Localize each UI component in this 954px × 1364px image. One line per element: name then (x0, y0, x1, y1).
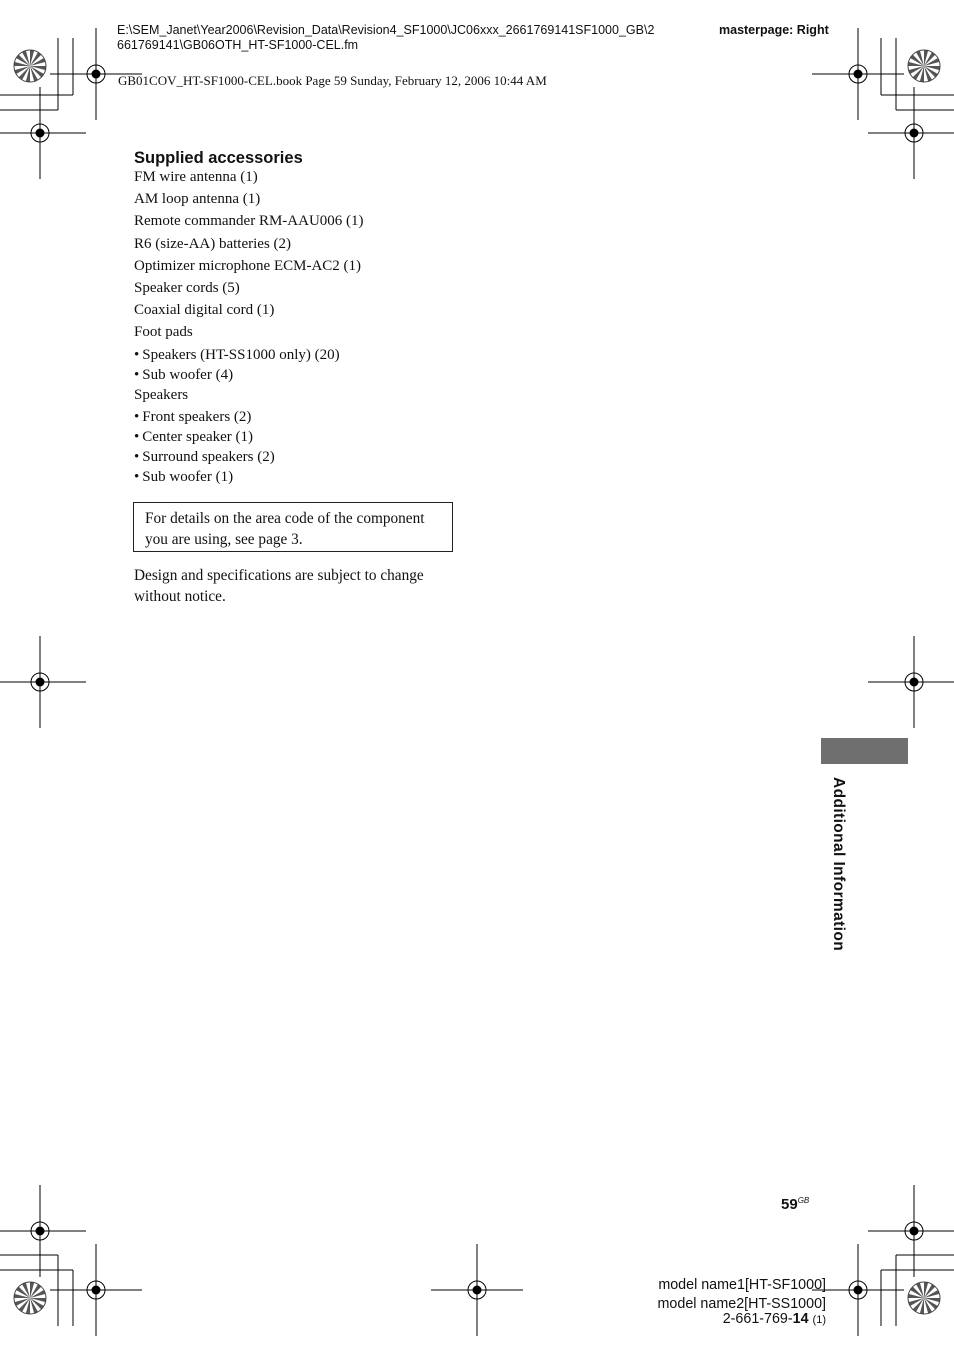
registration-target (431, 1244, 523, 1336)
model-name-2: model name2[HT-SS1000] (657, 1296, 826, 1312)
part-number (723, 1311, 826, 1329)
page-number-value: 59 (781, 1196, 798, 1213)
page-number-suffix: GB (797, 1196, 810, 1205)
accessory-item: Speakers (134, 386, 189, 403)
accessory-item: • Surround speakers (2) (134, 447, 464, 467)
accessory-item: R6 (size-AA) batteries (2) (134, 235, 292, 252)
part-number-prefix: 2-661-769- (722, 1311, 793, 1327)
model-name-1: model name1[HT-SF1000] (658, 1277, 826, 1293)
registration-target (868, 87, 954, 179)
accessories-list (134, 167, 464, 487)
accessory-item: Speaker cords (5) (134, 279, 240, 296)
registration-target (868, 636, 954, 728)
accessory-item: • Speakers (HT-SS1000 only) (20) (134, 345, 464, 365)
part-number-suffix: (1) (812, 1314, 826, 1326)
sunburst-mark (908, 1282, 940, 1314)
accessory-item: • Sub woofer (1) (134, 467, 464, 487)
registration-target (812, 28, 904, 120)
accessory-item: Optimizer microphone ECM-AC2 (1) (134, 257, 362, 274)
header-masterpage: masterpage: Right (719, 23, 829, 37)
header-book-info: GB01COV_HT-SF1000-CEL.book Page 59 Sunday, February 12, 2006 10:44 AM (118, 73, 547, 88)
accessory-item: Coaxial digital cord (1) (134, 302, 275, 319)
sunburst-mark (908, 50, 940, 82)
side-tab-label: Additional Information (830, 777, 847, 952)
header-file-path-line1: E:\SEM_Janet\Year2006\Revision_Data\Revision4_SF1000\JC06xxx_2661769141SF1000_GB\2 (117, 23, 655, 37)
registration-target (0, 636, 86, 728)
registration-target (0, 87, 86, 179)
section-tab-marker (821, 738, 908, 764)
specifications-disclaimer: Design and specifications are subject to change without notice. (134, 567, 424, 605)
accessory-item: FM wire antenna (1) (134, 169, 258, 185)
accessory-item: • Sub woofer (4) (134, 365, 464, 385)
accessory-item: • Front speakers (2) (134, 407, 464, 427)
sunburst-mark (14, 50, 46, 82)
section-heading: Supplied accessories (134, 149, 303, 167)
registration-target (868, 1185, 954, 1277)
accessory-item: AM loop antenna (1) (134, 191, 261, 208)
sunburst-mark (14, 1282, 46, 1314)
part-number-revision: 14 (792, 1311, 809, 1327)
header-file-path-line2: 661769141\GB06OTH_HT-SF1000-CEL.fm (117, 38, 359, 52)
accessory-item: • Center speaker (1) (134, 427, 464, 447)
accessory-item: Remote commander RM-AAU006 (1) (134, 213, 364, 230)
header-file-path (117, 23, 654, 53)
supplied-accessories-section (134, 149, 464, 487)
area-code-note-box: For details on the area code of the component you are using, see page 3. (133, 502, 453, 552)
registration-target (50, 1244, 142, 1336)
accessory-item: Foot pads (134, 324, 193, 341)
page-number (781, 1196, 809, 1213)
registration-target (0, 1185, 86, 1277)
